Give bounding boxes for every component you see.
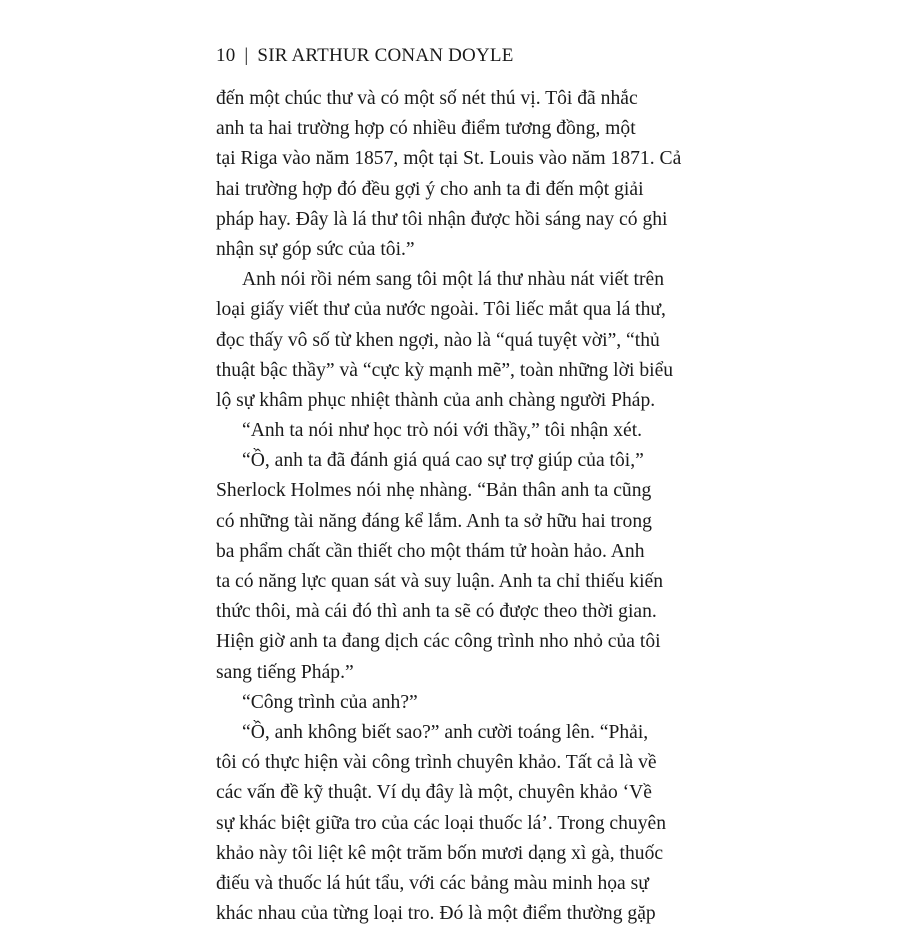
text-line: nhận sự góp sức của tôi.” xyxy=(216,238,415,260)
running-title: SIR ARTHUR CONAN DOYLE xyxy=(257,45,514,66)
text-line: thuật bậc thầy” và “cực kỳ mạnh mẽ”, toàn những lời biểu xyxy=(216,359,674,381)
text-line: loại giấy viết thư của nước ngoài. Tôi liếc mắt qua lá thư, xyxy=(216,299,666,321)
text-line: sang tiếng Pháp.” xyxy=(216,661,354,683)
text-line: khác nhau của từng loại tro. Đó là một điểm thường gặp xyxy=(216,903,656,925)
text-line: sự khác biệt giữa tro của các loại thuốc lá’. Trong chuyên xyxy=(216,812,666,834)
text-line: có những tài năng đáng kể lắm. Anh ta sở hữu hai trong xyxy=(216,510,652,532)
body-text xyxy=(216,84,686,929)
text-line: ta có năng lực quan sát và suy luận. Anh ta chỉ thiếu kiến xyxy=(216,571,664,592)
text-line: các vấn đề kỹ thuật. Ví dụ đây là một, chuyên khảo ‘Về xyxy=(216,782,653,804)
text-line: anh ta hai trường hợp có nhiều điểm tương đồng, một xyxy=(216,118,636,140)
text-line: Sherlock Holmes nói nhẹ nhàng. “Bản thân anh ta cũng xyxy=(216,480,652,502)
text-line: “Ồ, anh ta đã đánh giá quá cao sự trợ giúp của tôi,” xyxy=(242,450,644,472)
text-line: điếu và thuốc lá hút tẩu, với các bảng màu minh họa sự xyxy=(216,872,649,894)
text-line: tôi có thực hiện vài công trình chuyên khảo. Tất cả là về xyxy=(216,752,657,774)
header-separator: | xyxy=(244,45,249,66)
running-header xyxy=(216,45,514,67)
text-line: “Ồ, anh không biết sao?” anh cười toáng lên. “Phải, xyxy=(242,721,649,743)
text-line: “Anh ta nói như học trò nói với thầy,” tôi nhận xét. xyxy=(242,420,643,442)
text-line: Hiện giờ anh ta đang dịch các công trình nho nhỏ của tôi xyxy=(216,631,661,653)
text-line: “Công trình của anh?” xyxy=(242,691,418,713)
text-line: lộ sự khâm phục nhiệt thành của anh chàng người Pháp. xyxy=(216,389,656,411)
text-line: thức thôi, mà cái đó thì anh ta sẽ có được theo thời gian. xyxy=(216,601,657,623)
text-line: hai trường hợp đó đều gợi ý cho anh ta đi đến một giải xyxy=(216,178,644,200)
text-line: đến một chúc thư và có một số nét thú vị. Tôi đã nhắc xyxy=(216,88,638,109)
text-line: Anh nói rồi ném sang tôi một lá thư nhàu nát viết trên xyxy=(242,269,665,291)
text-line: đọc thấy vô số từ khen ngợi, nào là “quá tuyệt vời”, “thủ xyxy=(216,329,660,351)
text-line: khảo này tôi liệt kê một trăm bốn mươi dạng xì gà, thuốc xyxy=(216,842,664,864)
text-line: pháp hay. Đây là lá thư tôi nhận được hồi sáng nay có ghi xyxy=(216,208,668,230)
text-line: ba phẩm chất cần thiết cho một thám tử hoàn hảo. Anh xyxy=(216,540,645,562)
page-number: 10 xyxy=(216,45,236,66)
text-line: tại Riga vào năm 1857, một tại St. Louis vào năm 1871. Cả xyxy=(216,148,682,170)
